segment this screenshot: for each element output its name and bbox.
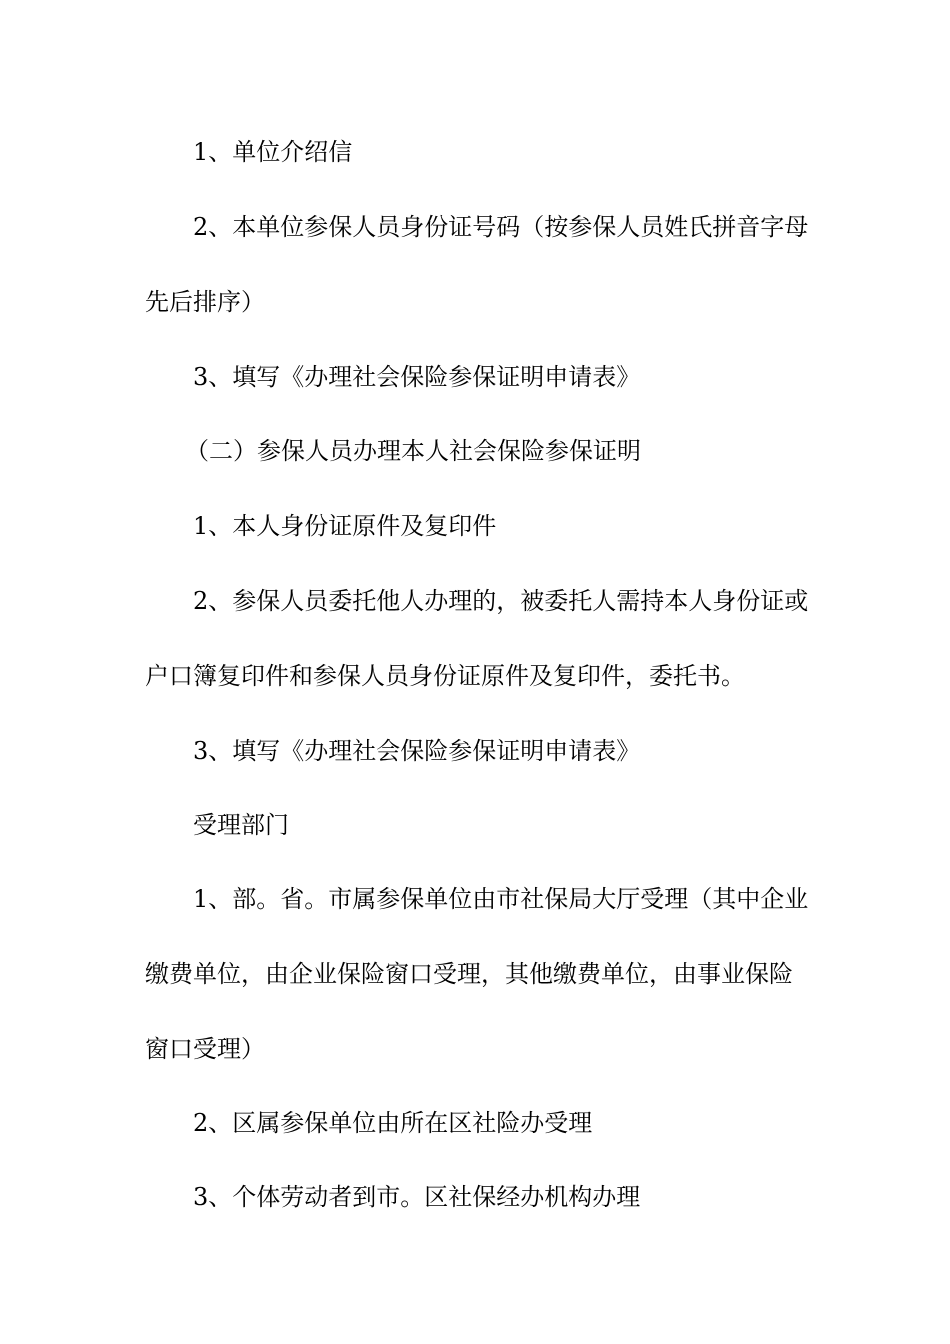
item-id-copy: 1、本人身份证原件及复印件 (193, 512, 497, 540)
item-self-employed: 3、个体劳动者到市。区社保经办机构办理 (193, 1183, 641, 1211)
item-id-numbers: 2、本单位参保人员身份证号码（按参保人员姓氏拼音字母先后排序） (145, 213, 809, 316)
section-heading-individual: （二）参保人员办理本人社会保险参保证明 (185, 437, 641, 465)
item-unit-letter: 1、单位介绍信 (193, 138, 353, 166)
item-fill-form-individual: 3、填写《办理社会保险参保证明申请表》 (193, 737, 641, 765)
section-heading-department: 受理部门 (193, 811, 289, 839)
item-city-units: 1、部。省。市属参保单位由市社保局大厅受理（其中企业缴费单位，由企业保险窗口受理，其他缴费单位，由事业保险窗口受理） (145, 885, 809, 1063)
item-entrust: 2、参保人员委托他人办理的，被委托人需持本人身份证或户口簿复印件和参保人员身份证原件及复印件，委托书。 (145, 587, 809, 690)
item-district-units: 2、区属参保单位由所在区社险办受理 (193, 1109, 593, 1137)
item-fill-form-unit: 3、填写《办理社会保险参保证明申请表》 (193, 363, 641, 391)
